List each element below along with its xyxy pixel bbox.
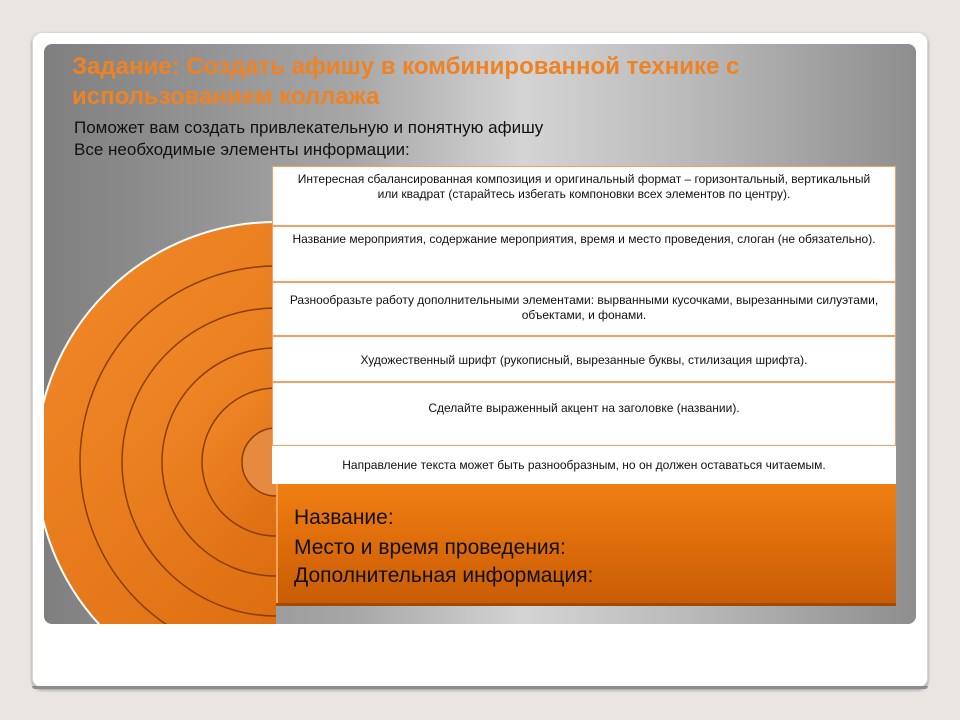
summary-line-place-time: Место и время проведения: bbox=[294, 536, 566, 559]
item-box-1: Интересная сбалансированная композиция и оригинальный формат – горизонтальный, вертикальный или квадрат (старайтесь избегать компоновки всех элементов по центру). bbox=[272, 166, 896, 226]
item-box-5: Сделайте выраженный акцент на заголовке (названии). bbox=[272, 382, 896, 446]
subtitle-line-2: Все необходимые элементы информации: bbox=[74, 140, 410, 159]
subtitle-line-1: Поможет вам создать привлекательную и понятную афишу bbox=[74, 118, 544, 137]
slide-panel bbox=[44, 44, 916, 624]
item-box-6: Направление текста может быть разнообразным, но он должен оставаться читаемым. bbox=[272, 446, 896, 484]
summary-line-extra-info: Дополнительная информация: bbox=[294, 564, 594, 587]
item-box-2: Название мероприятия, содержание мероприятия, время и место проведения, слоган (не обязательно). bbox=[272, 226, 896, 282]
card-bottom-edge bbox=[32, 686, 928, 689]
summary-line-title: Название: bbox=[294, 506, 394, 529]
summary-box bbox=[276, 484, 896, 606]
slide-title: Задание: Создать афишу в комбинированной технике с использованием коллажа bbox=[72, 53, 740, 110]
item-box-4: Художественный шрифт (рукописный, вырезанные буквы, стилизация шрифта). bbox=[272, 336, 896, 382]
item-box-3: Разнообразьте работу дополнительными элементами: вырванными кусочками, вырезанными силуэтами, объектами, и фонами. bbox=[272, 282, 896, 336]
